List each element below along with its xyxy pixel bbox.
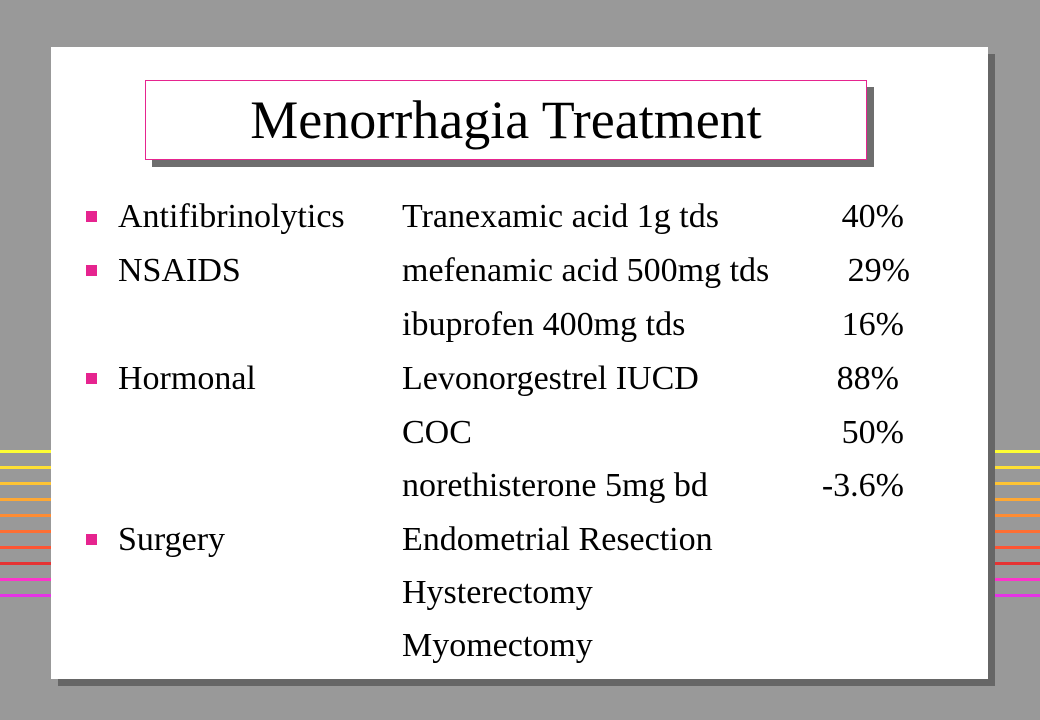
drug-regimen: COC	[402, 414, 472, 451]
blood-loss-reduction: 88%	[836, 360, 899, 397]
treatment-row	[0, 305, 1040, 345]
drug-regimen: Levonorgestrel IUCD	[402, 360, 699, 397]
treatment-row	[0, 251, 1040, 291]
treatment-row	[0, 359, 1040, 399]
treatment-category: Surgery	[118, 521, 226, 558]
drug-regimen: norethisterone 5mg bd	[402, 467, 708, 504]
treatment-category: Hormonal	[118, 360, 256, 397]
drug-regimen: mefenamic acid 500mg tds	[402, 252, 770, 289]
blood-loss-reduction: -3.6%	[821, 467, 904, 504]
drug-regimen: Hysterectomy	[402, 574, 593, 611]
treatment-row	[0, 520, 1040, 560]
blood-loss-reduction: 16%	[841, 306, 904, 343]
treatment-row	[0, 573, 1040, 613]
bullet-icon	[86, 534, 97, 545]
blood-loss-reduction: 40%	[841, 198, 904, 235]
treatment-category: Antifibrinolytics	[118, 198, 345, 235]
drug-regimen: Tranexamic acid 1g tds	[402, 198, 719, 235]
decorative-stripe	[988, 514, 1040, 517]
bullet-icon	[86, 211, 97, 222]
drug-regimen: Endometrial Resection	[402, 521, 713, 558]
drug-regimen: Myomectomy	[402, 627, 593, 664]
treatment-row	[0, 626, 1040, 666]
drug-regimen: ibuprofen 400mg tds	[402, 306, 686, 343]
blood-loss-reduction: 50%	[841, 414, 904, 451]
decorative-stripe	[988, 562, 1040, 565]
bullet-icon	[86, 373, 97, 384]
treatment-row	[0, 197, 1040, 237]
slide-title: Menorrhagia Treatment	[250, 90, 762, 150]
title-box	[145, 80, 867, 160]
treatment-row	[0, 413, 1040, 453]
decorative-stripe	[0, 514, 52, 517]
blood-loss-reduction: 29%	[847, 252, 910, 289]
bullet-icon	[86, 265, 97, 276]
treatment-category: NSAIDS	[118, 252, 241, 289]
decorative-stripe	[0, 562, 52, 565]
treatment-row	[0, 466, 1040, 506]
